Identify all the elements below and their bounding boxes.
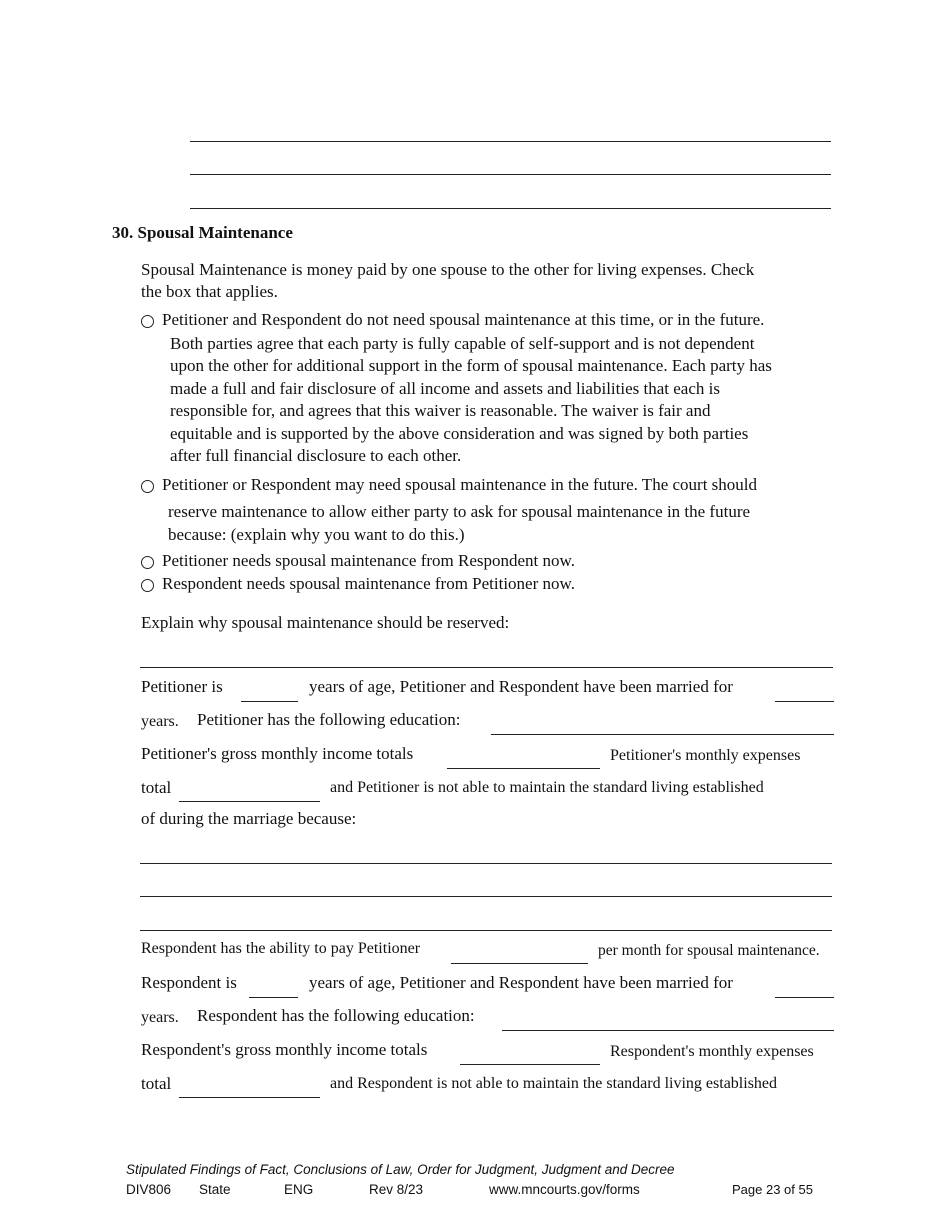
option-no-maintenance-radio[interactable] <box>141 315 154 328</box>
section-title: 30. Spousal Maintenance <box>112 223 293 242</box>
ability-prefix: Respondent has the ability to pay Petitioner <box>141 940 421 957</box>
footer-page-number: Page 23 of 55 <box>732 1182 813 1197</box>
petitioner-reason-line[interactable] <box>140 863 832 864</box>
reserve-prompt: Explain why spousal maintenance should be reserved: <box>141 613 510 632</box>
option-petitioner-needs-radio[interactable] <box>141 556 154 569</box>
option-detail: equitable and is supported by the above consideration and was signed by both parties <box>170 424 749 443</box>
petitioner-income-field[interactable] <box>447 768 600 769</box>
petitioner-education-label: Petitioner has the following education: <box>197 710 461 729</box>
petitioner-age-prefix: Petitioner is <box>141 677 223 696</box>
respondent-income-label: Respondent's gross monthly income totals <box>141 1040 428 1059</box>
respondent-age-prefix: Respondent is <box>141 973 237 992</box>
footer-revision: Rev 8/23 <box>369 1182 424 1197</box>
petitioner-reason-line[interactable] <box>140 930 832 931</box>
petitioner-expenses-label: Petitioner's monthly expenses <box>610 747 801 764</box>
respondent-expenses-label: Respondent's monthly expenses <box>610 1043 814 1060</box>
petitioner-age-suffix: years of age, Petitioner and Respondent have been married for <box>309 677 733 696</box>
ability-suffix: per month for spousal maintenance. <box>598 942 820 959</box>
footer-jurisdiction: State <box>199 1182 231 1197</box>
option-label: Petitioner needs spousal maintenance from Respondent now. <box>162 551 575 570</box>
option-label: Respondent needs spousal maintenance from Petitioner now. <box>162 574 575 593</box>
petitioner-expenses-field[interactable] <box>179 801 320 802</box>
option-detail: because: (explain why you want to do this.) <box>168 525 465 544</box>
footer-language: ENG <box>284 1182 314 1197</box>
footer-form-title: Stipulated Findings of Fact, Conclusions of Law, Order for Judgment, Judgment and Decree <box>126 1162 675 1177</box>
respondent-years-label: years. <box>141 1009 179 1026</box>
section-intro: Spousal Maintenance is money paid by one spouse to the other for living expenses. Check <box>141 260 755 279</box>
reserve-explanation-line[interactable] <box>140 667 833 668</box>
option-reserve-radio[interactable] <box>141 480 154 493</box>
option-detail: after full financial disclosure to each other. <box>170 446 462 465</box>
petitioner-married-years-field[interactable] <box>775 701 834 702</box>
answer-line[interactable] <box>190 208 831 209</box>
respondent-education-field[interactable] <box>502 1030 834 1031</box>
respondent-expenses-field[interactable] <box>179 1097 320 1098</box>
option-detail: reserve maintenance to allow either party to ask for spousal maintenance in the future <box>168 502 751 521</box>
petitioner-total-label: total <box>141 778 172 797</box>
footer-url[interactable]: www.mncourts.gov/forms <box>489 1182 640 1197</box>
respondent-age-suffix: years of age, Petitioner and Respondent have been married for <box>309 973 733 992</box>
respondent-total-label: total <box>141 1074 172 1093</box>
option-detail: responsible for, and agrees that this waiver is reasonable. The waiver is fair and <box>170 401 711 420</box>
respondent-education-label: Respondent has the following education: <box>197 1006 475 1025</box>
option-detail: Both parties agree that each party is fully capable of self-support and is not dependent <box>170 334 755 353</box>
respondent-standard-text: and Respondent is not able to maintain the standard living established <box>330 1075 778 1092</box>
petitioner-standard-text: and Petitioner is not able to maintain the standard living established <box>330 779 764 796</box>
option-detail: upon the other for additional support in the form of spousal maintenance. Each party has <box>170 356 772 375</box>
ability-amount-field[interactable] <box>451 963 588 964</box>
respondent-married-years-field[interactable] <box>775 997 834 998</box>
answer-line[interactable] <box>190 174 831 175</box>
option-detail: made a full and fair disclosure of all income and assets and liabilities that each is <box>170 379 720 398</box>
respondent-age-field[interactable] <box>249 997 298 998</box>
petitioner-age-field[interactable] <box>241 701 298 702</box>
respondent-income-field[interactable] <box>460 1064 600 1065</box>
petitioner-reason-line[interactable] <box>140 896 832 897</box>
option-label: Petitioner and Respondent do not need spousal maintenance at this time, or in the future. <box>162 310 765 329</box>
option-label: Petitioner or Respondent may need spousal maintenance in the future. The court should <box>162 475 758 494</box>
footer-form-id: DIV806 <box>126 1182 172 1197</box>
petitioner-education-field[interactable] <box>491 734 834 735</box>
option-respondent-needs-radio[interactable] <box>141 579 154 592</box>
answer-line[interactable] <box>190 141 831 142</box>
petitioner-years-label: years. <box>141 713 179 730</box>
section-intro: the box that applies. <box>141 282 278 301</box>
petitioner-income-label: Petitioner's gross monthly income totals <box>141 744 414 763</box>
petitioner-during-text: of during the marriage because: <box>141 809 357 828</box>
